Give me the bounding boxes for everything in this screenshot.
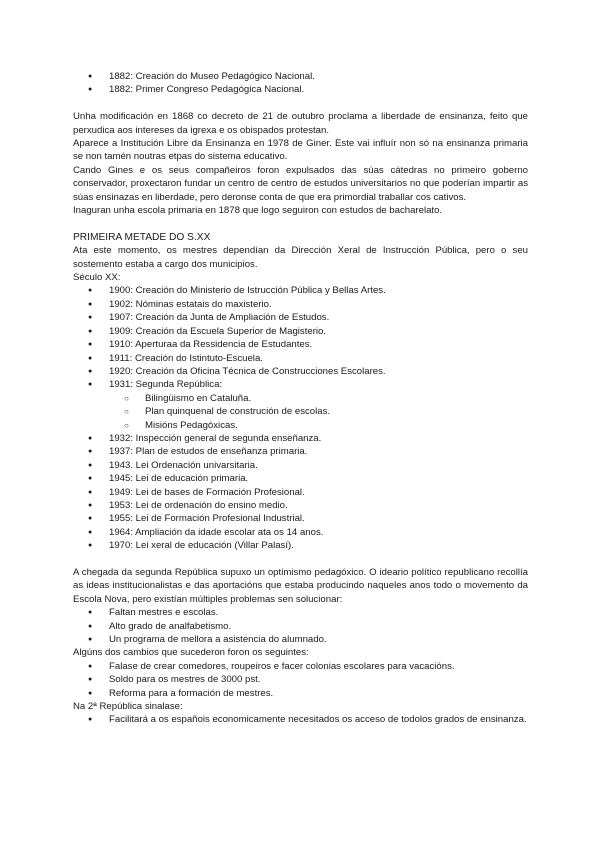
paragraph-decree: Unha modificación en 1868 co decreto de 21 de outubro proclama a liberdade de ensinanza, feito que perxudica aos intereses da igrexa e os obispados protestan. (73, 111, 528, 136)
list-item: ● 1882: Primer Congreso Pedagógica Nacional. (73, 83, 528, 96)
list-item: ● 1970: Lei xeral de educación (Villar Palasí). (73, 539, 528, 552)
section-intro: Ata este momento, os mestres dependían da Dirección Xeral de Instrucción Pública, pero o seu sostemento estaba a cargo dos municipios. (73, 245, 528, 270)
list-item: ● 1932: Inspección general de segunda enseñanza. (73, 432, 528, 445)
list-item: ● 1964: Ampliación da idade escolar ata os 14 anos. (73, 526, 528, 539)
list-item: ● 1953: Lei de ordenación do ensino medio. (73, 499, 528, 512)
list-item: ● 1900: Creación do Ministerio de Istrucción Pública y Bellas Artes. (73, 284, 528, 297)
list-item: ● Faltan mestres e escolas. (73, 606, 528, 619)
paragraph-institucion: Aparece a Institución Libre da Ensinanza en 1978 de Giner. Este vai influír non só na ensinanza primaria se non tamén noutras etpas do sistema educativo. (73, 138, 528, 163)
changes-list (73, 660, 528, 700)
list-item: ● 1910: Aperturaa da Ressidencia de Estudantes. (73, 338, 528, 351)
list-item: ● Alto grado de analfabetismo. (73, 620, 528, 633)
paragraph-school: Inaguran unha escola primaria en 1878 que logo seguiron con estudos de bacharelato. (73, 205, 443, 217)
sublist-item: ○ Misións Pedagóxicas. (73, 419, 528, 432)
list-item: ● 1920: Creación da Oficina Técnica de Construcciones Escolares. (73, 365, 528, 378)
era-label: Século XX: (73, 272, 121, 284)
timeline-list-2 (73, 432, 528, 553)
list-item: ● 1949: Lei de bases de Formación Profesional. (73, 486, 528, 499)
second-republic-list (73, 713, 528, 726)
section-heading: PRIMEIRA METADE DO S.XX (73, 231, 211, 243)
list-item: ● 1931: Segunda República: (73, 378, 528, 391)
list-item: ● 1937: Plan de estudos de enseñanza primaria. (73, 445, 528, 458)
list-item: ● 1907: Creación da Junta de Ampliación de Estudos. (73, 311, 528, 324)
list-item: ● 1955: Lei de Formación Profesional Industrial. (73, 512, 528, 525)
second-republic-label: Na 2ª República sinalase: (73, 701, 183, 713)
list-item: ● 1943. Lei Ordenación univarsitaria. (73, 459, 528, 472)
timeline-list (73, 284, 528, 391)
list-item: ● 1882: Creación do Museo Pedagógico Nacional. (73, 70, 528, 83)
intro-list (73, 70, 528, 97)
list-item: ● Facilitará a os españois economicamente necesitados os acceso de todolos grados de ensinanza. (73, 713, 528, 726)
list-item: ● Soldo para os mestres de 3000 pst. (73, 673, 528, 686)
changes-label: Algúns dos cambios que sucederon foron os seguintes: (73, 647, 309, 659)
list-item: ● Falase de crear comedores, roupeiros e facer colonias escolares para vacacións. (73, 660, 528, 673)
list-item: ● Un programa de mellora a asistencia do alumnado. (73, 633, 528, 646)
republic-sublist (73, 392, 528, 432)
problems-list (73, 606, 528, 646)
list-item: ● 1911: Creación do Istintuto-Escuela. (73, 352, 528, 365)
list-item: ● 1909: Creación da Escuela Superior de Magisterio. (73, 325, 528, 338)
document-page (73, 70, 528, 727)
list-item: ● 1902: Nóminas estatais do maxisterio. (73, 298, 528, 311)
sublist-item: ○ Bilingüismo en Cataluña. (73, 392, 528, 405)
paragraph-giner: Cando Gines e os seus compañeiros foron expulsados das súas cátedras no primeiro goberno conservador, proxectaron fundar un centro de centro de estudos universitarios no que poderían impartir as súas ensinazas en liberdade, pero deronse conta de que era primordial traballar cos cativos. (73, 164, 528, 203)
list-item: ● Reforma para a formación de mestres. (73, 687, 528, 700)
sublist-item: ○ Plan quinquenal de construción de escolas. (73, 405, 528, 418)
list-item: ● 1945: Lei de educación primaria. (73, 472, 528, 485)
paragraph-republic: A chegada da segunda República supuxo un optimismo pedagóxico. O ideario político republicano recollía as ideas institucionalistas e das aportacións que estaba producindo naqueles anos todo o movemento da Escola Nova, pero existían múltiples problemas sen solucionar: (73, 566, 528, 605)
